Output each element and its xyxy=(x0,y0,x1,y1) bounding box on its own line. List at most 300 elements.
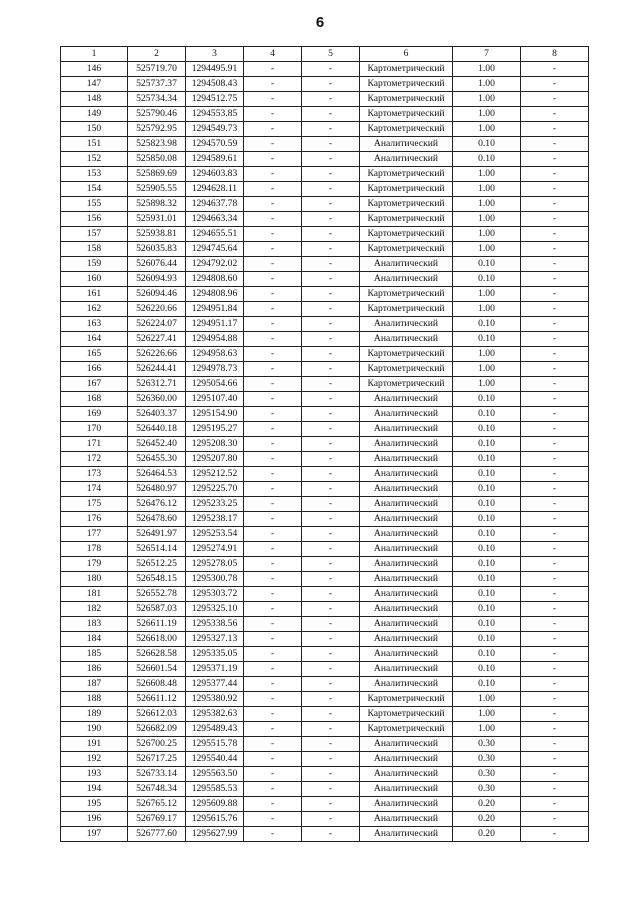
table-cell: 526733.14 xyxy=(128,767,186,782)
table-cell: 526717.25 xyxy=(128,752,186,767)
table-cell: - xyxy=(244,737,302,752)
table-cell: 197 xyxy=(61,827,128,842)
table-cell: 174 xyxy=(61,482,128,497)
table-row xyxy=(61,317,589,332)
table-cell: - xyxy=(521,332,589,347)
table-cell: Аналитический xyxy=(360,437,453,452)
table-cell: 526700.25 xyxy=(128,737,186,752)
table-cell: Аналитический xyxy=(360,827,453,842)
table-cell: 526769.17 xyxy=(128,812,186,827)
table-cell: 1.00 xyxy=(453,692,521,707)
table-cell: 1294808.96 xyxy=(186,287,244,302)
table-cell: 195 xyxy=(61,797,128,812)
table-row xyxy=(61,587,589,602)
table-cell: Картометрический xyxy=(360,77,453,92)
table-cell: - xyxy=(244,452,302,467)
table-cell: 154 xyxy=(61,182,128,197)
table-cell: - xyxy=(521,572,589,587)
table-cell: - xyxy=(302,137,360,152)
table-cell: Аналитический xyxy=(360,752,453,767)
table-cell: Аналитический xyxy=(360,782,453,797)
table-row xyxy=(61,497,589,512)
table-cell: - xyxy=(521,92,589,107)
table-cell: Картометрический xyxy=(360,167,453,182)
table-cell: 172 xyxy=(61,452,128,467)
table-cell: 526611.12 xyxy=(128,692,186,707)
table-cell: - xyxy=(521,797,589,812)
table-cell: Аналитический xyxy=(360,812,453,827)
table-cell: - xyxy=(302,572,360,587)
header-cell: 6 xyxy=(360,47,453,62)
table-cell: - xyxy=(244,332,302,347)
table-cell: - xyxy=(302,62,360,77)
table-row xyxy=(61,77,589,92)
table-cell: 187 xyxy=(61,677,128,692)
table-cell: Аналитический xyxy=(360,587,453,602)
table-cell: - xyxy=(302,332,360,347)
table-cell: 168 xyxy=(61,392,128,407)
table-cell: - xyxy=(244,77,302,92)
table-cell: - xyxy=(302,272,360,287)
table-cell: 164 xyxy=(61,332,128,347)
table-cell: 176 xyxy=(61,512,128,527)
table-cell: 175 xyxy=(61,497,128,512)
table-cell: 0.10 xyxy=(453,497,521,512)
table-cell: Картометрический xyxy=(360,707,453,722)
table-cell: Аналитический xyxy=(360,452,453,467)
table-cell: - xyxy=(302,557,360,572)
table-cell: Картометрический xyxy=(360,227,453,242)
table-cell: - xyxy=(302,497,360,512)
table-cell: 526035.83 xyxy=(128,242,186,257)
table-row xyxy=(61,407,589,422)
table-cell: 0.10 xyxy=(453,542,521,557)
table-cell: Аналитический xyxy=(360,137,453,152)
table-cell: 160 xyxy=(61,272,128,287)
table-row xyxy=(61,632,589,647)
table-cell: 151 xyxy=(61,137,128,152)
table-cell: 526476.12 xyxy=(128,497,186,512)
table-cell: 1295585.53 xyxy=(186,782,244,797)
table-cell: Аналитический xyxy=(360,737,453,752)
table-cell: Аналитический xyxy=(360,632,453,647)
table-cell: - xyxy=(521,767,589,782)
table-cell: 1294978.73 xyxy=(186,362,244,377)
table-cell: - xyxy=(302,782,360,797)
table-cell: - xyxy=(521,647,589,662)
table-cell: 149 xyxy=(61,107,128,122)
table-cell: 1.00 xyxy=(453,362,521,377)
table-cell: - xyxy=(244,152,302,167)
header-cell: 4 xyxy=(244,47,302,62)
table-cell: - xyxy=(244,197,302,212)
table-cell: 191 xyxy=(61,737,128,752)
table-cell: - xyxy=(302,317,360,332)
table-cell: 155 xyxy=(61,197,128,212)
table-cell: - xyxy=(244,647,302,662)
table-cell: - xyxy=(244,722,302,737)
table-cell: 170 xyxy=(61,422,128,437)
table-row xyxy=(61,557,589,572)
table-cell: 171 xyxy=(61,437,128,452)
table-cell: - xyxy=(302,167,360,182)
table-row xyxy=(61,512,589,527)
table-cell: 186 xyxy=(61,662,128,677)
table-cell: - xyxy=(244,287,302,302)
table-cell: - xyxy=(244,797,302,812)
table-cell: 1295195.27 xyxy=(186,422,244,437)
table-cell: - xyxy=(244,707,302,722)
table-header xyxy=(61,47,589,62)
table-cell: 0.10 xyxy=(453,677,521,692)
table-cell: 157 xyxy=(61,227,128,242)
table-cell: 1.00 xyxy=(453,377,521,392)
table-row xyxy=(61,377,589,392)
table-cell: - xyxy=(521,137,589,152)
table-cell: 526491.97 xyxy=(128,527,186,542)
table-cell: Картометрический xyxy=(360,722,453,737)
table-cell: - xyxy=(244,572,302,587)
table-cell: 1.00 xyxy=(453,707,521,722)
table-cell: 526224.07 xyxy=(128,317,186,332)
table-cell: - xyxy=(521,302,589,317)
table-cell: 1295253.54 xyxy=(186,527,244,542)
table-cell: 526226.66 xyxy=(128,347,186,362)
table-cell: 1295515.78 xyxy=(186,737,244,752)
table-cell: 526094.93 xyxy=(128,272,186,287)
table-cell: 1295154.90 xyxy=(186,407,244,422)
table-cell: 189 xyxy=(61,707,128,722)
table-cell: - xyxy=(244,242,302,257)
table-cell: - xyxy=(244,827,302,842)
table-cell: - xyxy=(302,347,360,362)
table-cell: 1.00 xyxy=(453,302,521,317)
table-cell: 1.00 xyxy=(453,347,521,362)
table-cell: 166 xyxy=(61,362,128,377)
table-cell: 1.00 xyxy=(453,77,521,92)
table-cell: 1295563.50 xyxy=(186,767,244,782)
table-row xyxy=(61,227,589,242)
table-cell: 1295278.05 xyxy=(186,557,244,572)
table-cell: 1295380.92 xyxy=(186,692,244,707)
table-row xyxy=(61,662,589,677)
table-cell: - xyxy=(244,692,302,707)
table-cell: - xyxy=(302,617,360,632)
table-cell: - xyxy=(521,662,589,677)
table-cell: 1295225.70 xyxy=(186,482,244,497)
table-cell: 1.00 xyxy=(453,287,521,302)
table-cell: 0.10 xyxy=(453,632,521,647)
table-cell: 1295054.66 xyxy=(186,377,244,392)
table-cell: - xyxy=(244,227,302,242)
table-cell: - xyxy=(521,677,589,692)
table-row xyxy=(61,647,589,662)
table-cell: - xyxy=(302,227,360,242)
table-cell: 1.00 xyxy=(453,722,521,737)
table-row xyxy=(61,782,589,797)
table-cell: - xyxy=(521,242,589,257)
table-cell: 526612.03 xyxy=(128,707,186,722)
table-cell: 177 xyxy=(61,527,128,542)
table-cell: 1294655.51 xyxy=(186,227,244,242)
table-cell: 1295627.99 xyxy=(186,827,244,842)
table-cell: 181 xyxy=(61,587,128,602)
header-row xyxy=(61,47,589,62)
table-row xyxy=(61,452,589,467)
table-cell: - xyxy=(244,677,302,692)
table-cell: 526601.54 xyxy=(128,662,186,677)
table-cell: - xyxy=(302,812,360,827)
table-cell: Аналитический xyxy=(360,557,453,572)
table-row xyxy=(61,257,589,272)
table-cell: - xyxy=(244,407,302,422)
table-cell: Аналитический xyxy=(360,602,453,617)
table-cell: - xyxy=(302,527,360,542)
table-cell: - xyxy=(521,557,589,572)
table-cell: 1295300.78 xyxy=(186,572,244,587)
table-row xyxy=(61,617,589,632)
table-cell: Аналитический xyxy=(360,257,453,272)
table-cell: - xyxy=(302,122,360,137)
table-cell: - xyxy=(244,482,302,497)
table-cell: 0.10 xyxy=(453,257,521,272)
table-cell: 1294637.78 xyxy=(186,197,244,212)
table-cell: 182 xyxy=(61,602,128,617)
table-cell: Картометрический xyxy=(360,692,453,707)
table-cell: - xyxy=(521,782,589,797)
table-cell: 1294954.88 xyxy=(186,332,244,347)
table-body xyxy=(61,62,589,842)
table-cell: 1.00 xyxy=(453,62,521,77)
table-cell: Картометрический xyxy=(360,347,453,362)
table-cell: - xyxy=(521,317,589,332)
table-cell: - xyxy=(302,182,360,197)
table-cell: - xyxy=(244,587,302,602)
table-cell: 156 xyxy=(61,212,128,227)
table-cell: 159 xyxy=(61,257,128,272)
table-cell: - xyxy=(302,662,360,677)
table-cell: - xyxy=(302,542,360,557)
table-cell: 178 xyxy=(61,542,128,557)
table-cell: - xyxy=(244,467,302,482)
table-cell: 526682.09 xyxy=(128,722,186,737)
table-cell: - xyxy=(302,587,360,602)
table-cell: 1295207.80 xyxy=(186,452,244,467)
table-cell: 1.00 xyxy=(453,227,521,242)
table-row xyxy=(61,542,589,557)
table-cell: 190 xyxy=(61,722,128,737)
table-cell: 1294808.60 xyxy=(186,272,244,287)
table-row xyxy=(61,422,589,437)
table-cell: - xyxy=(244,557,302,572)
table-cell: Аналитический xyxy=(360,392,453,407)
table-cell: 1294549.73 xyxy=(186,122,244,137)
table-cell: 526244.41 xyxy=(128,362,186,377)
table-cell: - xyxy=(521,482,589,497)
table-cell: - xyxy=(244,767,302,782)
table-row xyxy=(61,467,589,482)
table-cell: 0.10 xyxy=(453,452,521,467)
table-cell: 1.00 xyxy=(453,167,521,182)
table-cell: Картометрический xyxy=(360,212,453,227)
table-cell: 0.20 xyxy=(453,797,521,812)
table-cell: 153 xyxy=(61,167,128,182)
table-cell: 194 xyxy=(61,782,128,797)
table-cell: Картометрический xyxy=(360,377,453,392)
table-cell: 0.10 xyxy=(453,557,521,572)
table-cell: Аналитический xyxy=(360,617,453,632)
table-cell: 1.00 xyxy=(453,197,521,212)
table-cell: - xyxy=(302,737,360,752)
table-cell: Аналитический xyxy=(360,662,453,677)
table-cell: - xyxy=(521,452,589,467)
table-cell: 165 xyxy=(61,347,128,362)
table-cell: 0.10 xyxy=(453,617,521,632)
table-cell: Аналитический xyxy=(360,527,453,542)
table-cell: 0.30 xyxy=(453,782,521,797)
table-cell: 0.30 xyxy=(453,752,521,767)
table-cell: - xyxy=(302,752,360,767)
table-cell: - xyxy=(302,767,360,782)
table-cell: Аналитический xyxy=(360,482,453,497)
table-cell: 1295327.13 xyxy=(186,632,244,647)
table-cell: - xyxy=(521,752,589,767)
table-cell: 158 xyxy=(61,242,128,257)
table-cell: 526220.66 xyxy=(128,302,186,317)
table-cell: 526765.12 xyxy=(128,797,186,812)
table-cell: - xyxy=(244,137,302,152)
table-cell: 1.00 xyxy=(453,92,521,107)
table-cell: 0.30 xyxy=(453,737,521,752)
table-cell: 1294508.43 xyxy=(186,77,244,92)
table-row xyxy=(61,92,589,107)
table-cell: 526227.41 xyxy=(128,332,186,347)
table-row xyxy=(61,437,589,452)
table-row xyxy=(61,707,589,722)
table-cell: 0.10 xyxy=(453,512,521,527)
table-cell: - xyxy=(521,587,589,602)
table-cell: - xyxy=(302,827,360,842)
table-cell: 1294553.85 xyxy=(186,107,244,122)
table-cell: 526440.18 xyxy=(128,422,186,437)
table-row xyxy=(61,392,589,407)
coordinates-table xyxy=(60,46,589,842)
table-cell: 0.10 xyxy=(453,152,521,167)
table-cell: 1295208.30 xyxy=(186,437,244,452)
table-cell: 1295212.52 xyxy=(186,467,244,482)
table-cell: - xyxy=(244,272,302,287)
table-cell: 0.10 xyxy=(453,332,521,347)
table-cell: - xyxy=(302,257,360,272)
table-cell: 0.10 xyxy=(453,647,521,662)
table-cell: - xyxy=(521,812,589,827)
table-row xyxy=(61,167,589,182)
table-cell: - xyxy=(244,497,302,512)
table-row xyxy=(61,197,589,212)
table-cell: - xyxy=(244,437,302,452)
table-cell: - xyxy=(521,467,589,482)
table-cell: - xyxy=(244,632,302,647)
table-cell: 526455.30 xyxy=(128,452,186,467)
table-cell: Аналитический xyxy=(360,512,453,527)
table-cell: - xyxy=(521,257,589,272)
table-cell: 525734.34 xyxy=(128,92,186,107)
table-cell: - xyxy=(244,182,302,197)
table-cell: - xyxy=(521,722,589,737)
table-cell: Аналитический xyxy=(360,332,453,347)
table-cell: 525737.37 xyxy=(128,77,186,92)
table-cell: 1294745.64 xyxy=(186,242,244,257)
table-row xyxy=(61,152,589,167)
table-cell: - xyxy=(521,227,589,242)
table-cell: - xyxy=(244,92,302,107)
table-cell: 162 xyxy=(61,302,128,317)
table-cell: - xyxy=(302,287,360,302)
table-cell: - xyxy=(302,632,360,647)
table-cell: - xyxy=(244,317,302,332)
table-cell: 161 xyxy=(61,287,128,302)
table-cell: 1294628.11 xyxy=(186,182,244,197)
table-row xyxy=(61,797,589,812)
table-cell: Картометрический xyxy=(360,122,453,137)
table-cell: 196 xyxy=(61,812,128,827)
table-cell: - xyxy=(302,152,360,167)
table-cell: 526628.58 xyxy=(128,647,186,662)
table-cell: 1295325.10 xyxy=(186,602,244,617)
table-cell: - xyxy=(302,407,360,422)
table-cell: 1295238.17 xyxy=(186,512,244,527)
table-cell: - xyxy=(244,617,302,632)
table-cell: 1294512.75 xyxy=(186,92,244,107)
table-cell: 1294495.91 xyxy=(186,62,244,77)
table-cell: - xyxy=(244,362,302,377)
table-cell: 183 xyxy=(61,617,128,632)
table-row xyxy=(61,212,589,227)
table-cell: Аналитический xyxy=(360,467,453,482)
table-row xyxy=(61,287,589,302)
table-cell: - xyxy=(244,662,302,677)
table-cell: - xyxy=(521,62,589,77)
table-cell: - xyxy=(521,527,589,542)
table-cell: 526587.03 xyxy=(128,602,186,617)
table-cell: - xyxy=(521,617,589,632)
table-cell: 0.10 xyxy=(453,527,521,542)
table-cell: 1295377.44 xyxy=(186,677,244,692)
table-cell: 188 xyxy=(61,692,128,707)
table-cell: 163 xyxy=(61,317,128,332)
table-cell: - xyxy=(302,377,360,392)
table-cell: 1.00 xyxy=(453,107,521,122)
table-row xyxy=(61,602,589,617)
table-cell: - xyxy=(521,512,589,527)
table-cell: 1295338.56 xyxy=(186,617,244,632)
table-cell: - xyxy=(521,827,589,842)
table-cell: 1.00 xyxy=(453,182,521,197)
table-cell: 1295274.91 xyxy=(186,542,244,557)
header-cell: 2 xyxy=(128,47,186,62)
table-cell: Аналитический xyxy=(360,797,453,812)
table-row xyxy=(61,347,589,362)
table-cell: - xyxy=(302,677,360,692)
table-cell: 525938.81 xyxy=(128,227,186,242)
table-cell: 1294663.34 xyxy=(186,212,244,227)
table-cell: - xyxy=(244,392,302,407)
table-cell: 1295233.25 xyxy=(186,497,244,512)
table-cell: - xyxy=(244,752,302,767)
table-row xyxy=(61,332,589,347)
table-cell: 525790.46 xyxy=(128,107,186,122)
table-row xyxy=(61,122,589,137)
